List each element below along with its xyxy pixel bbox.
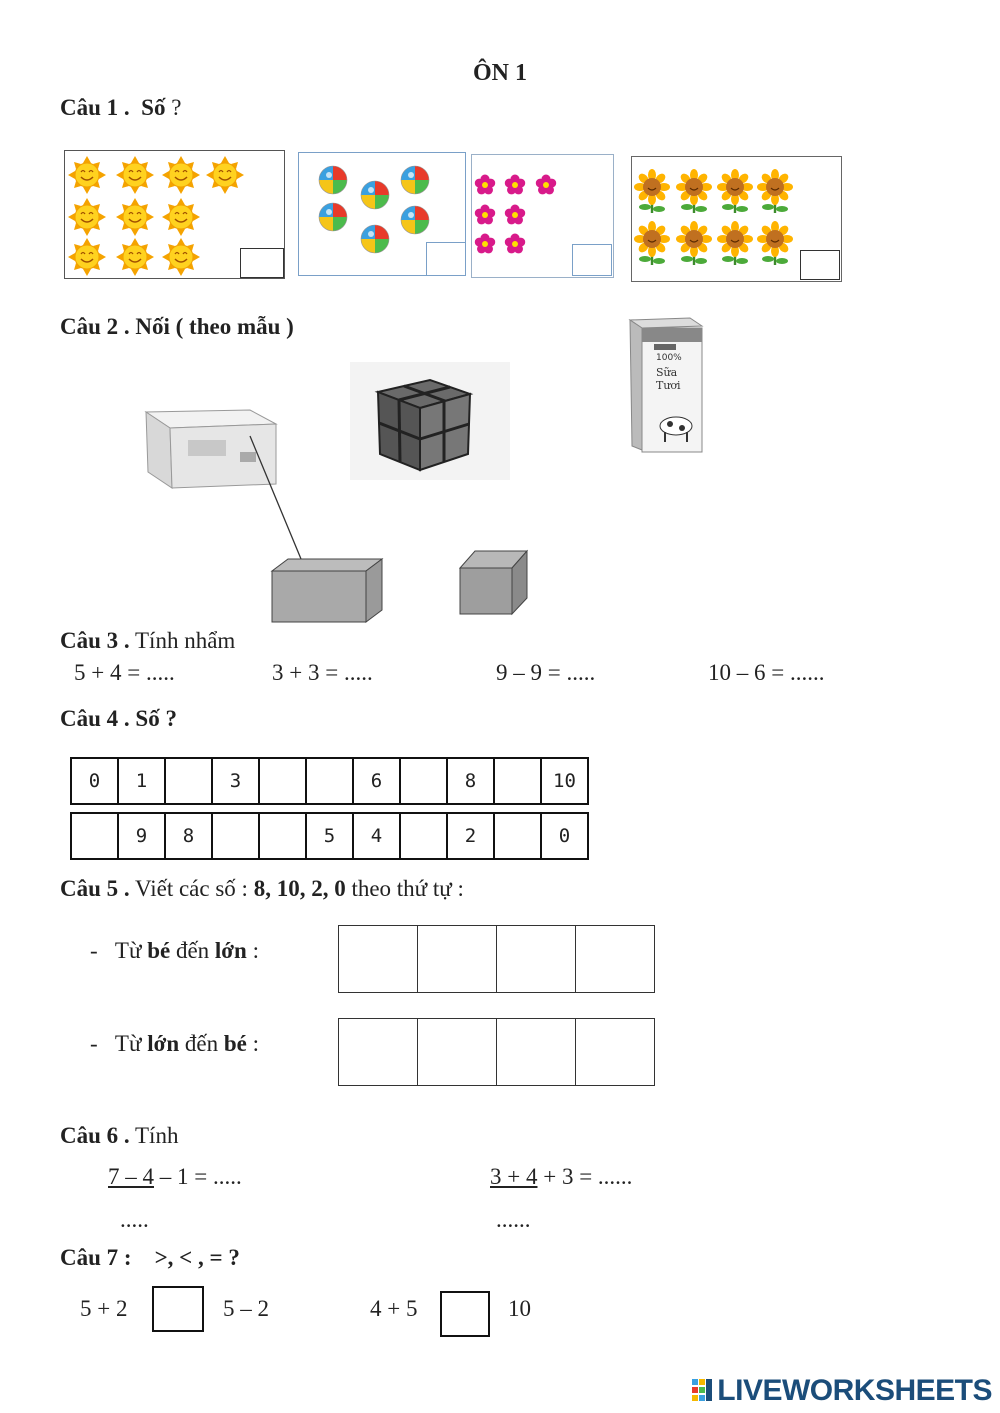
q6-heading: Câu 6 . Tính <box>60 1123 179 1148</box>
q4-cell-blank[interactable] <box>400 758 447 804</box>
milk-label-percent: 100% <box>656 353 682 363</box>
q4-cell: 0 <box>541 813 588 859</box>
q4-cell-blank[interactable] <box>71 813 118 859</box>
q5-answer-cell[interactable] <box>576 1019 655 1086</box>
page-title: ÔN 1 <box>473 60 527 86</box>
q4-sequence-row-descending <box>70 812 589 860</box>
q3-item-2[interactable]: 3 + 3 = ..... <box>272 660 373 685</box>
q4-cell-blank[interactable] <box>259 813 306 859</box>
q7-a-right: 5 – 2 <box>223 1296 269 1321</box>
q3-item-1[interactable]: 5 + 4 = ..... <box>74 660 175 685</box>
q6-expr2-rest: + 3 = ...... <box>543 1164 633 1189</box>
q4-cell: 0 <box>71 758 118 804</box>
q2-matching-area <box>130 300 750 630</box>
q6-expr1-underlined: 7 – 4 <box>108 1164 154 1189</box>
q6-expr1-working[interactable]: ..... <box>120 1207 149 1232</box>
q5-answer-cell[interactable] <box>497 1019 576 1086</box>
q3-item-4[interactable]: 10 – 6 = ...... <box>708 660 825 685</box>
q4-cell-blank[interactable] <box>306 758 353 804</box>
q5-heading: Câu 5 . Viết các số : 8, 10, 2, 0 theo thứ tự : <box>60 876 464 901</box>
q4-cell: 10 <box>541 758 588 804</box>
q5-line-descending: - Từ lớn đến bé : <box>90 1031 259 1056</box>
q6-expr2-underlined: 3 + 4 <box>490 1164 538 1189</box>
q4-cell: 5 <box>306 813 353 859</box>
q1-heading: Câu 1 . Số ? <box>60 95 182 120</box>
q1-answer-box-4[interactable] <box>800 250 840 280</box>
q5-answer-cell[interactable] <box>418 1019 497 1086</box>
q4-cell: 8 <box>447 758 494 804</box>
rubik-cube-image[interactable] <box>350 362 510 480</box>
q4-cell-blank[interactable] <box>259 758 306 804</box>
q7-b-left: 4 + 5 <box>370 1296 418 1321</box>
q4-cell: 3 <box>212 758 259 804</box>
q7-compare-box-1[interactable] <box>152 1286 204 1332</box>
q4-heading: Câu 4 . Số ? <box>60 706 177 731</box>
q4-cell-blank[interactable] <box>494 813 541 859</box>
q7-heading: Câu 7 : >, < , = ? <box>60 1245 240 1270</box>
cardboard-box-image[interactable] <box>146 410 276 488</box>
q5-answer-cell[interactable] <box>339 926 418 993</box>
q7-a-left: 5 + 2 <box>80 1296 128 1321</box>
q4-cell: 8 <box>165 813 212 859</box>
cube-shape[interactable] <box>460 551 527 614</box>
q2-heading: Câu 2 . Nối ( theo mẫu ) <box>60 314 294 339</box>
milk-label-word2: Tươi <box>656 379 681 392</box>
q4-cell: 6 <box>353 758 400 804</box>
q4-cell: 4 <box>353 813 400 859</box>
q4-cell-blank[interactable] <box>165 758 212 804</box>
liveworksheets-mark-icon <box>692 1377 714 1403</box>
q6-expression-2[interactable] <box>490 1164 632 1190</box>
q7-compare-box-2[interactable] <box>440 1291 490 1337</box>
q1-answer-box-1[interactable] <box>240 248 284 278</box>
q5-line-ascending: - Từ bé đến lớn : <box>90 938 259 963</box>
q5-answer-cell[interactable] <box>576 926 655 993</box>
q5-answer-cell[interactable] <box>418 926 497 993</box>
q6-expression-1[interactable] <box>108 1164 242 1190</box>
q3-heading: Câu 3 . Tính nhẩm <box>60 628 236 653</box>
q4-cell: 9 <box>118 813 165 859</box>
q5-answer-cell[interactable] <box>339 1019 418 1086</box>
q6-expr2-working[interactable]: ...... <box>496 1207 531 1232</box>
milk-label-word1: Sữa <box>656 366 678 379</box>
q4-cell: 2 <box>447 813 494 859</box>
q5-answer-row-ascending <box>338 925 655 993</box>
q1-answer-box-2[interactable] <box>426 242 466 276</box>
q4-cell-blank[interactable] <box>494 758 541 804</box>
sample-match-line <box>250 436 306 571</box>
milk-carton-image[interactable] <box>630 318 702 452</box>
q6-expr1-rest: – 1 = ..... <box>159 1164 242 1189</box>
liveworksheets-logo: LIVEWORKSHEETS <box>692 1374 992 1408</box>
q1-answer-box-3[interactable] <box>572 244 612 276</box>
q5-answer-cell[interactable] <box>497 926 576 993</box>
q4-cell-blank[interactable] <box>212 813 259 859</box>
cuboid-shape[interactable] <box>272 559 382 622</box>
q4-cell: 1 <box>118 758 165 804</box>
q7-b-right: 10 <box>508 1296 531 1321</box>
q5-answer-row-descending <box>338 1018 655 1086</box>
q4-cell-blank[interactable] <box>400 813 447 859</box>
q3-item-3[interactable]: 9 – 9 = ..... <box>496 660 596 685</box>
q4-sequence-row-ascending <box>70 757 589 805</box>
